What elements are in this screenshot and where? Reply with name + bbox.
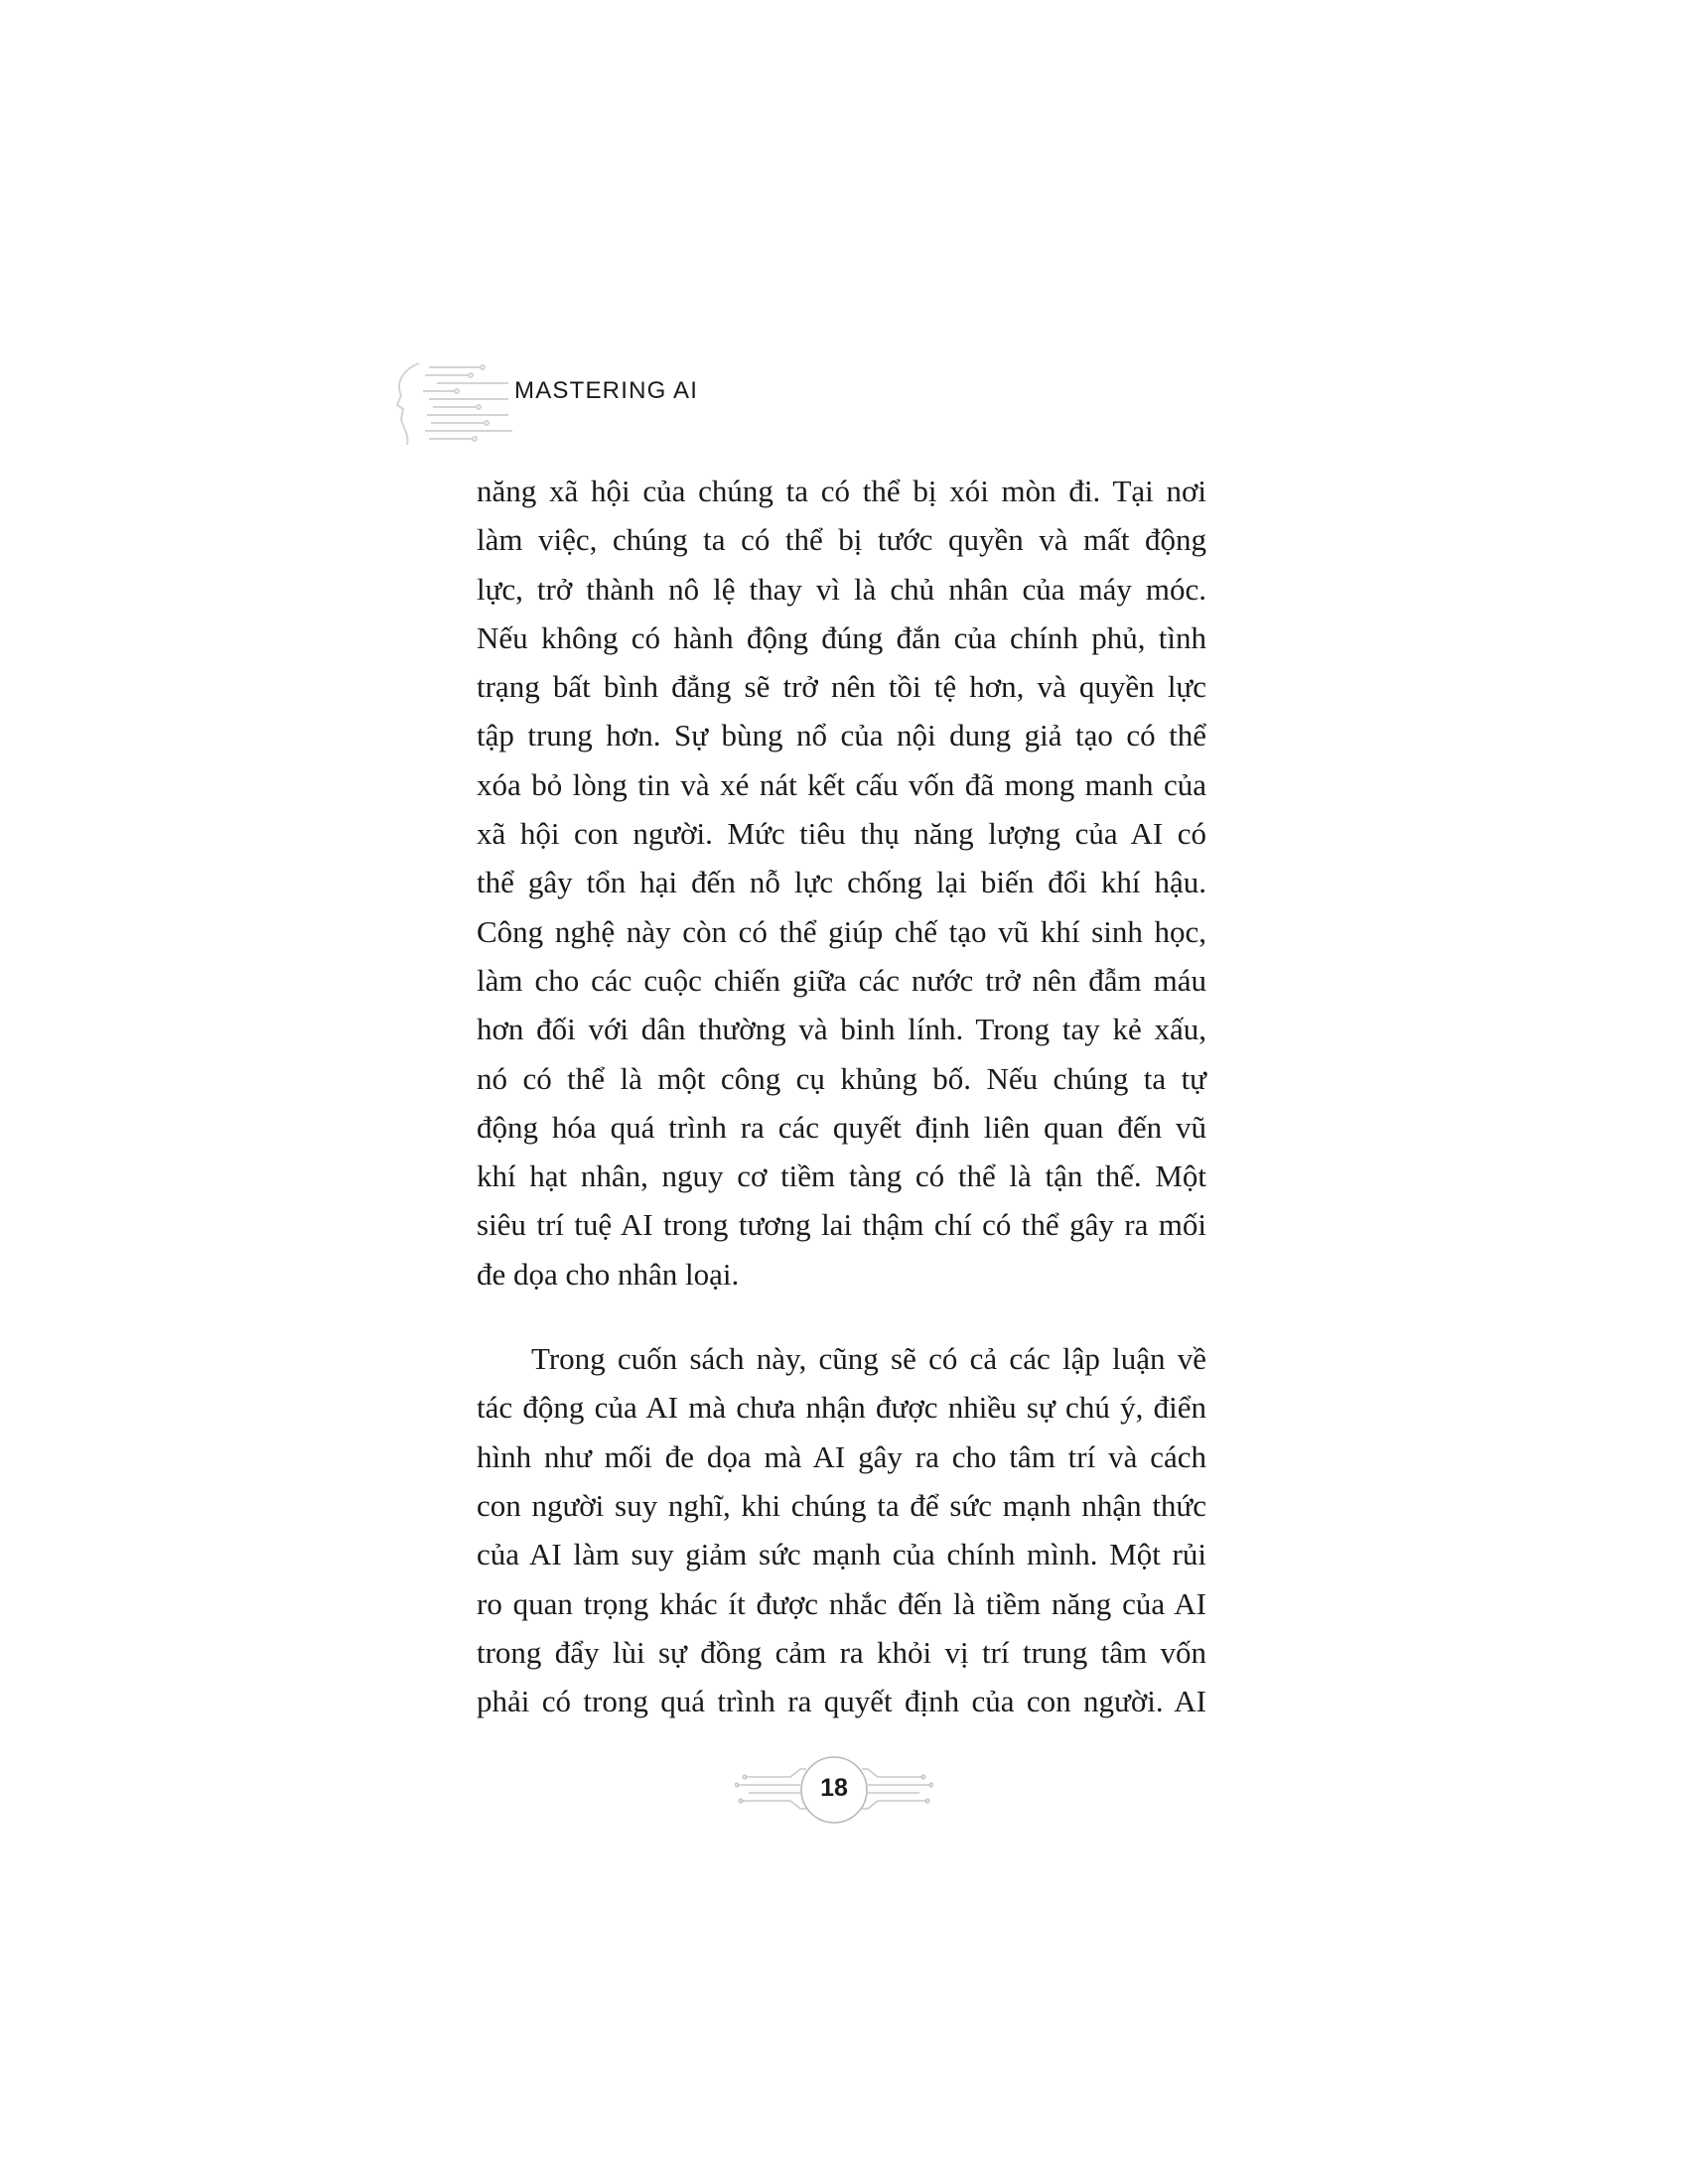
text-line: thể gây tổn hại đến nỗ lực chống lại biến đổi khí hậu. <box>477 865 1206 900</box>
text-line: hình như mối đe dọa mà AI gây ra cho tâm trí và cách <box>477 1438 1206 1474</box>
text-line: hơn đối với dân thường và binh lính. Trong tay kẻ xấu, <box>477 1012 1206 1047</box>
text-line: lực, trở thành nô lệ thay vì là chủ nhân của máy móc. <box>477 571 1206 607</box>
text-line: làm việc, chúng ta có thể bị tước quyền và mất động <box>477 522 1206 558</box>
page-number: 18 <box>820 1774 848 1802</box>
paragraph <box>477 1334 1206 1725</box>
text-line: Trong cuốn sách này, cũng sẽ có cả các lập luận về <box>531 1341 1206 1377</box>
text-line: trong đẩy lùi sự đồng cảm ra khỏi vị trí trung tâm vốn <box>477 1634 1206 1670</box>
text-line: tập trung hơn. Sự bùng nổ của nội dung giả tạo có thể <box>477 718 1206 753</box>
text-line: ro quan trọng khác ít được nhắc đến là tiềm năng của AI <box>477 1585 1206 1621</box>
text-line: của AI làm suy giảm sức mạnh của chính mình. Một rủi <box>477 1537 1206 1572</box>
text-line: xã hội con người. Mức tiêu thụ năng lượng của AI có <box>477 816 1206 852</box>
text-line: làm cho các cuộc chiến giữa các nước trở nên đẫm máu <box>477 962 1206 998</box>
text-line: Nếu không có hành động đúng đắn của chính phủ, tình <box>477 619 1206 655</box>
text-line: siêu trí tuệ AI trong tương lai thậm chí có thể gây ra mối <box>477 1207 1206 1243</box>
text-line: xóa bỏ lòng tin và xé nát kết cấu vốn đã mong manh của <box>477 766 1206 802</box>
text-line: Công nghệ này còn có thể giúp chế tạo vũ khí sinh học, <box>477 913 1206 949</box>
text-line: khí hạt nhân, nguy cơ tiềm tàng có thể là tận thế. Một <box>477 1159 1206 1194</box>
paragraph-gap <box>477 1298 1206 1334</box>
text-line: trạng bất bình đẳng sẽ trở nên tồi tệ hơn, và quyền lực <box>477 669 1206 705</box>
body-text <box>477 467 1206 1725</box>
running-title: MASTERING AI <box>514 377 699 404</box>
text-line: động hóa quá trình ra các quyết định liên quan đến vũ <box>477 1109 1206 1145</box>
text-line: nó có thể là một công cụ khủng bố. Nếu chúng ta tự <box>477 1060 1206 1096</box>
text-line: đe dọa cho nhân loại. <box>477 1256 740 1292</box>
text-line: con người suy nghĩ, khi chúng ta để sức mạnh nhận thức <box>477 1487 1206 1523</box>
text-line: tác động của AI mà chưa nhận được nhiều sự chú ý, điển <box>477 1390 1206 1426</box>
text-line: năng xã hội của chúng ta có thể bị xói mòn đi. Tại nơi <box>477 474 1206 508</box>
paragraph <box>477 467 1206 1298</box>
text-line: phải có trong quá trình ra quyết định của con người. AI <box>477 1684 1206 1719</box>
